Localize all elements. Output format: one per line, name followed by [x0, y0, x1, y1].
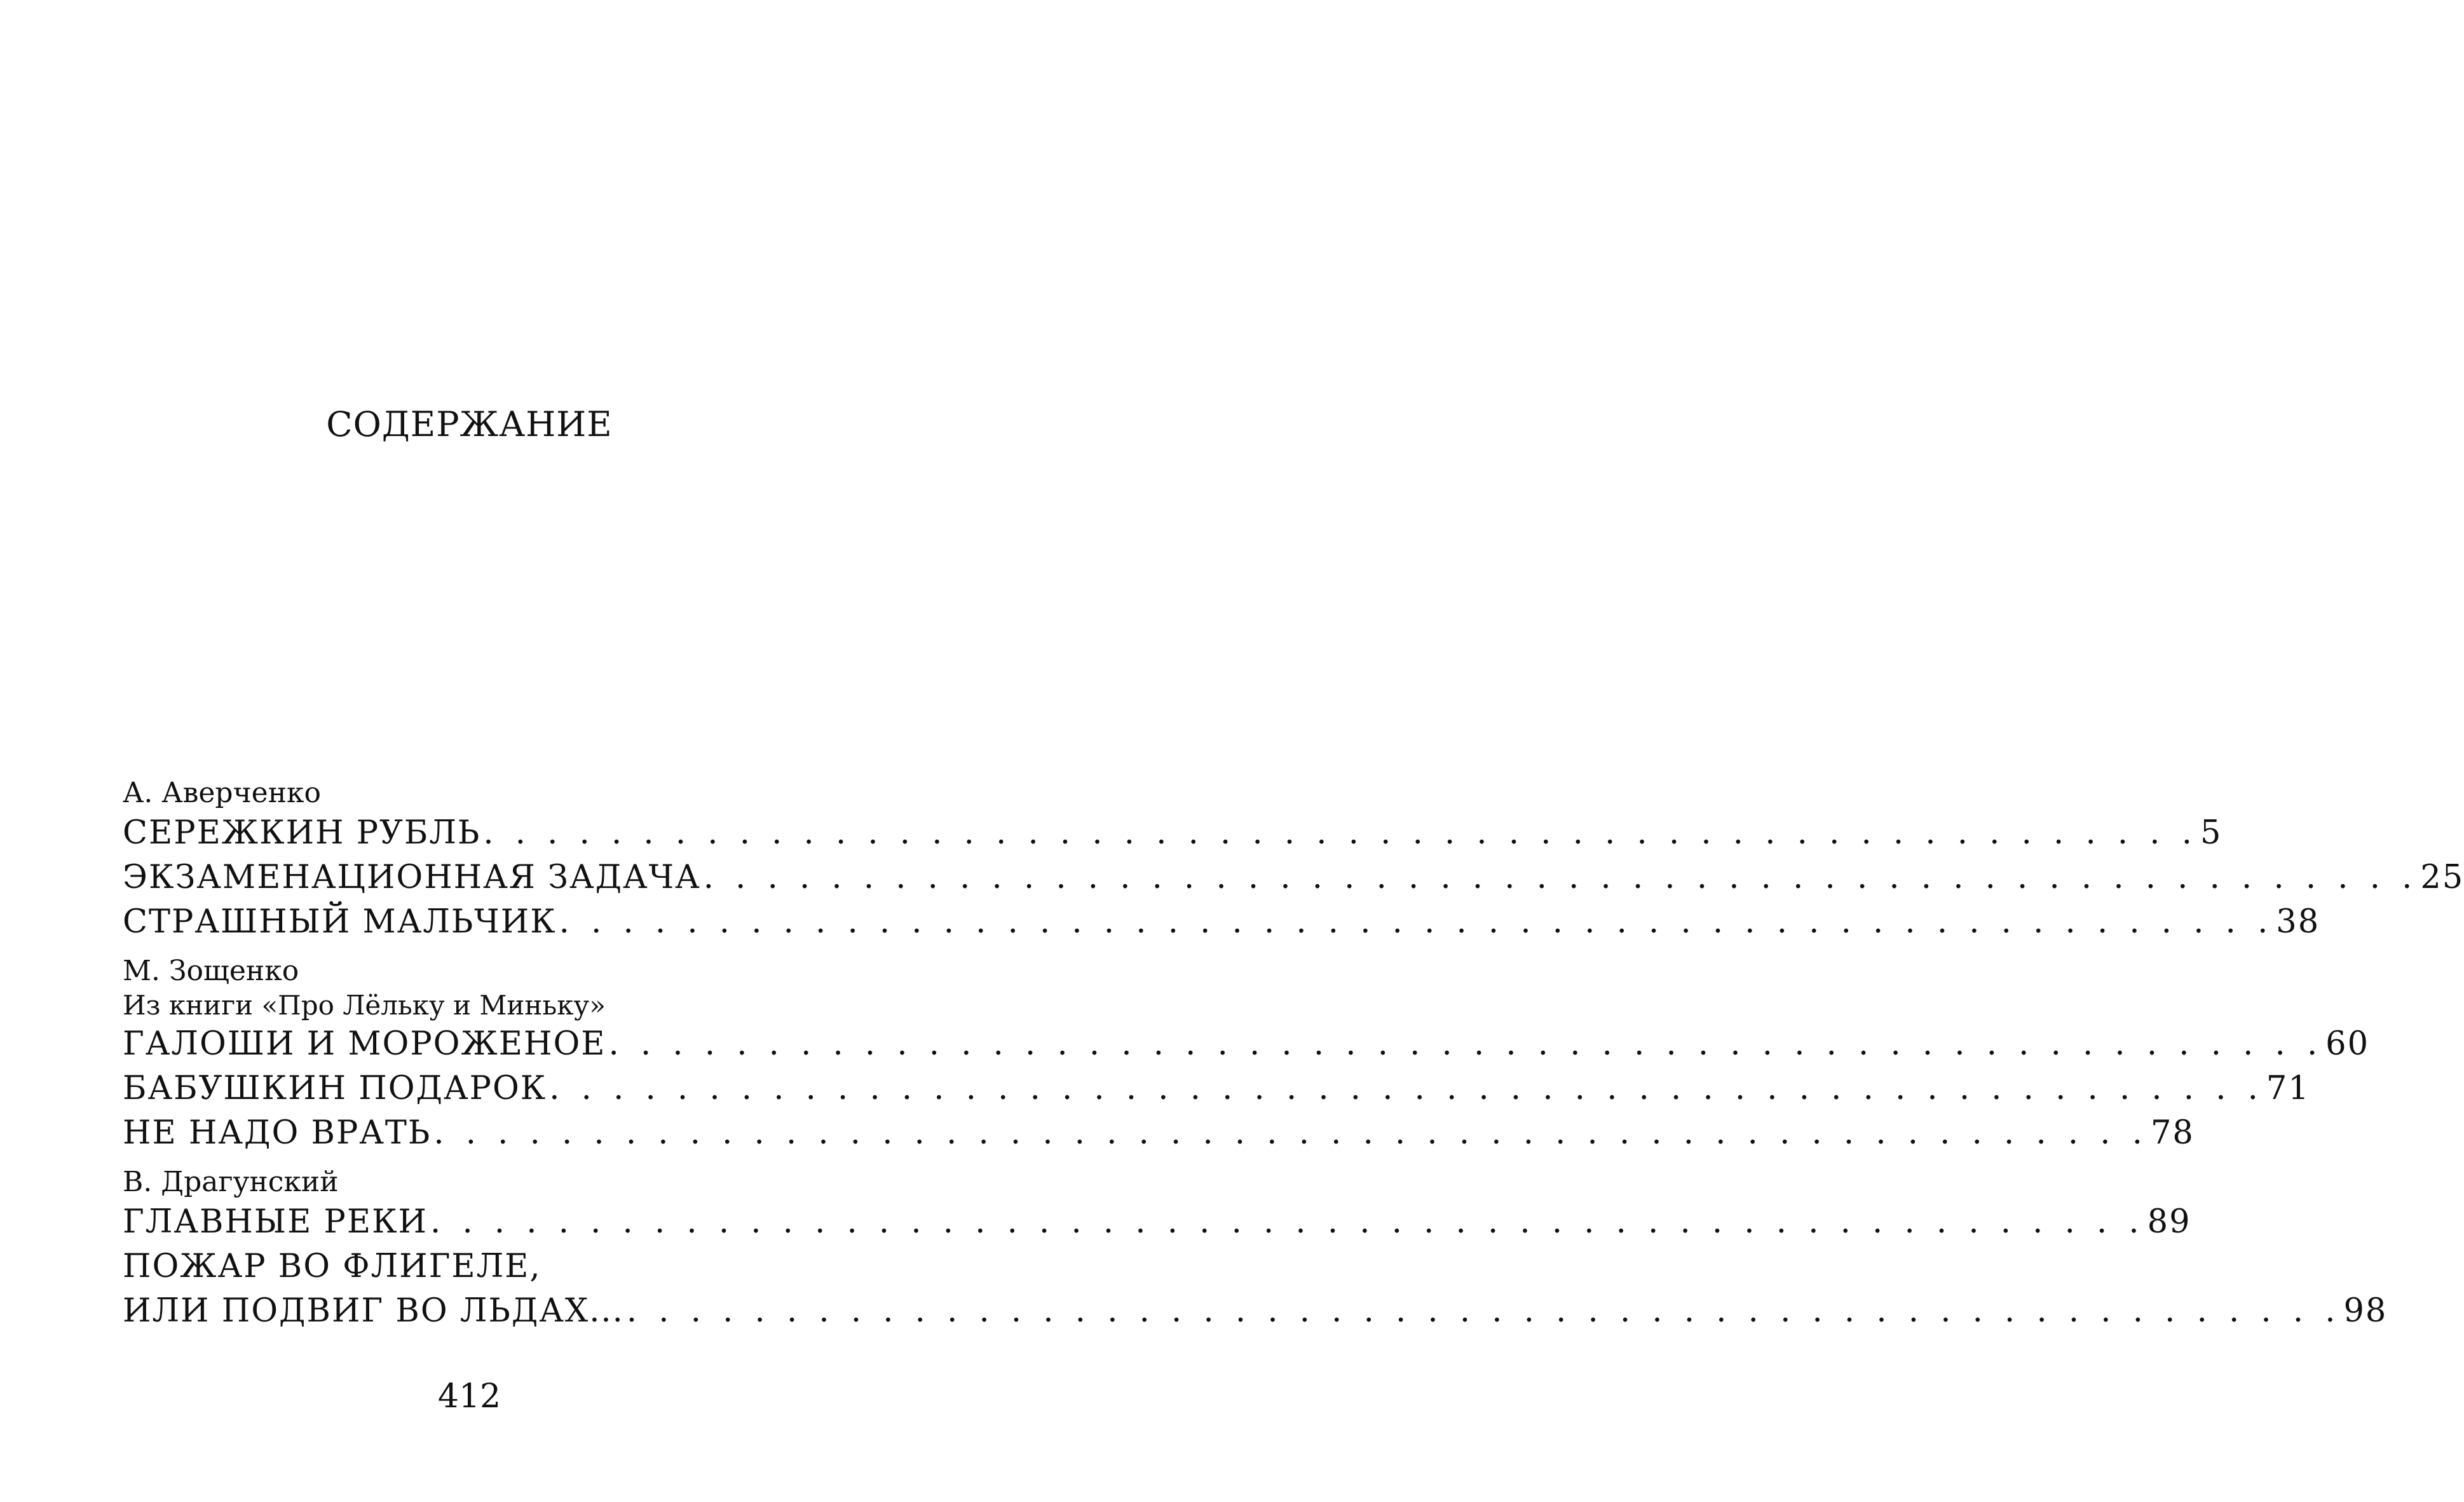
dot-leader: . . . . . . . . . . . . . . . . . . . . . . . . . . . . . . . . . . . . . . . . . . . . . . . . . . . . . .: [430, 1203, 2145, 1241]
author-name: А. Аверченко: [123, 777, 322, 809]
toc-entry[interactable]: [123, 1200, 2191, 1245]
dot-leader: . . . . . . . . . . . . . . . . . . . . . . . . . . . . . . . . . . . . . . . . . . . . . . . . . . . . . .: [549, 1070, 2264, 1107]
dot-leader: . . . . . . . . . . . . . . . . . . . . . . . . . . . . . . . . . . . . . . . . . . . . . . . . . . . . . .: [626, 1292, 2341, 1330]
dot-leader: . . . . . . . . . . . . . . . . . . . . . . . . . . . . . . . . . . . . . . . . . . . . . . . . . . . . . .: [433, 1114, 2148, 1152]
toc-entry[interactable]: [123, 900, 2320, 945]
toc-entry-page: 78: [2150, 1114, 2195, 1152]
toc-entry-page: 71: [2266, 1070, 2310, 1107]
toc-entry-page: 38: [2276, 903, 2320, 941]
page-title: СОДЕРЖАНИЕ: [326, 404, 613, 444]
toc-entry-title: НЕ НАДО ВРАТЬ: [123, 1114, 432, 1152]
toc-entry[interactable]: [123, 856, 2464, 900]
toc-entry-title: ГАЛОШИ И МОРОЖЕНОЕ: [123, 1025, 606, 1063]
toc-entry-page: 89: [2147, 1203, 2191, 1241]
dot-leader: . . . . . . . . . . . . . . . . . . . . . . . . . . . . . . . . . . . . . . . . . . . . . . . . . . . . . .: [559, 903, 2274, 941]
toc-entry-page: 25: [2420, 859, 2464, 896]
toc-entry-title: ГЛАВНЫЕ РЕКИ: [123, 1203, 428, 1241]
toc-entry-title: БАБУШКИН ПОДАРОК: [123, 1070, 547, 1107]
group-spacer: [123, 945, 839, 953]
toc-entry[interactable]: [123, 1111, 2195, 1156]
toc-entry-title: ИЛИ ПОДВИГ ВО ЛЬДАХ...: [123, 1292, 624, 1330]
dot-leader: . . . . . . . . . . . . . . . . . . . . . . . . . . . . . . . . . . . . . . . . . . . . . . . . . . . . . .: [608, 1025, 2324, 1063]
dot-leader: . . . . . . . . . . . . . . . . . . . . . . . . . . . . . . . . . . . . . . . . . . . . . . . . . . . . . .: [703, 859, 2418, 896]
book-source-note: Из книги «Про Лёльку и Миньку»: [123, 990, 606, 1021]
author-name: М. Зощенко: [123, 955, 299, 987]
toc-entry[interactable]: [123, 1067, 2310, 1111]
page-number: 412: [437, 1377, 501, 1416]
toc-entry-page: 60: [2325, 1025, 2370, 1063]
toc-entry[interactable]: [123, 811, 2222, 856]
toc-entry-title-line[interactable]: ПОЖАР ВО ФЛИГЕЛЕ,: [123, 1248, 541, 1285]
toc-entry-page: 5: [2200, 814, 2222, 852]
toc-entry-title: СЕРЕЖКИН РУБЛЬ: [123, 814, 481, 852]
group-spacer: [123, 1156, 839, 1164]
dot-leader: . . . . . . . . . . . . . . . . . . . . . . . . . . . . . . . . . . . . . . . . . . . . . . . . . . . . . .: [483, 814, 2198, 852]
toc-entry-title: ЭКЗАМЕНАЦИОННАЯ ЗАДАЧА: [123, 859, 701, 896]
toc-entry[interactable]: [123, 1289, 2388, 1334]
toc-entry-page: 98: [2343, 1292, 2388, 1330]
toc-entry[interactable]: [123, 1022, 2370, 1067]
author-name: В. Драгунский: [123, 1166, 339, 1198]
table-of-contents: [123, 775, 2464, 1334]
toc-entry-title: СТРАШНЫЙ МАЛЬЧИК: [123, 903, 557, 941]
